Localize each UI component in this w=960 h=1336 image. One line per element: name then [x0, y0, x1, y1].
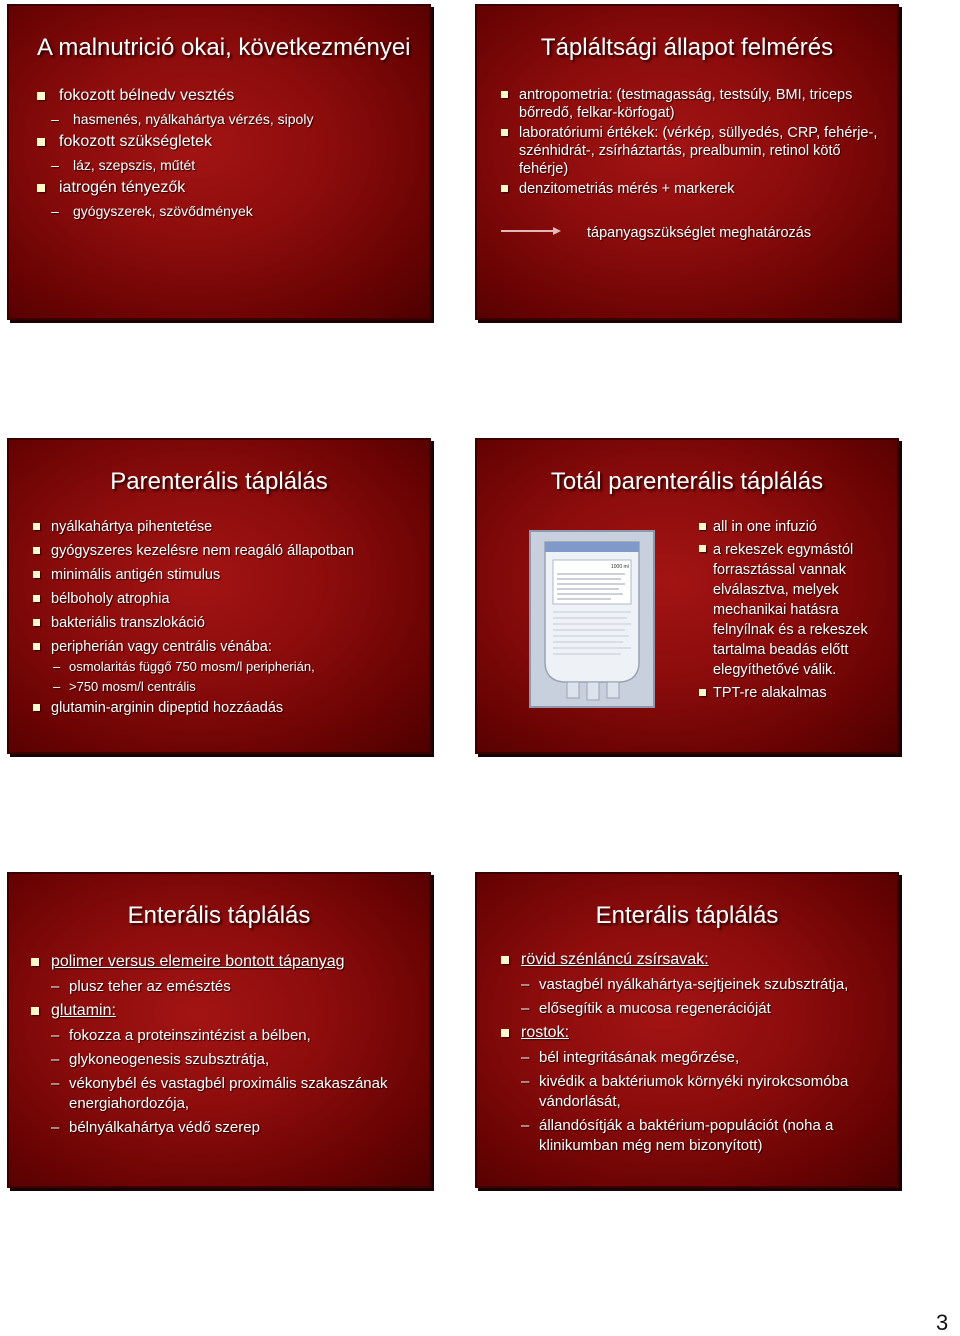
- square-bullet-icon: [699, 545, 706, 552]
- slide-body: [501, 950, 887, 1160]
- sub-bullet-item: – bél integritásának megőrzése,: [521, 1049, 740, 1066]
- square-bullet-icon: [501, 91, 508, 98]
- dash-bullet-icon: –: [51, 1119, 60, 1136]
- slide-body: [501, 86, 887, 200]
- square-bullet-icon: [31, 958, 39, 966]
- bullet-item: a rekeszek egymástól forrasztással vannak elválasztva, melyek mechanikai hatásra felnyílnak és a rekeszek tartalma beadás előtt elegyíthetővé válik.: [699, 540, 887, 680]
- bullet-item: all in one infuzió: [699, 518, 887, 536]
- slide-parenteral: [7, 438, 431, 754]
- slide-body: [33, 86, 419, 224]
- square-bullet-icon: [33, 523, 40, 530]
- bag-label: 1000 ml: [611, 564, 629, 570]
- square-bullet-icon: [501, 185, 508, 192]
- sub-bullet-item: – glykoneogenesis szubsztrátja,: [51, 1051, 270, 1068]
- slide-title: Parenterális táplálás: [110, 468, 328, 495]
- sub-bullet-item: – elősegítik a mucosa regenerációját: [521, 1000, 771, 1017]
- slide-body: [31, 952, 419, 1142]
- slide-enteral-1: [7, 872, 431, 1188]
- bullet-item: polimer versus elemeire bontott tápanyag: [31, 952, 419, 972]
- slide-title: Enterális táplálás: [595, 902, 779, 929]
- bullet-item: gyógyszeres kezelésre nem reagáló állapotban: [33, 542, 419, 560]
- bullet-item: peripherián vagy centrális vénába:: [33, 638, 419, 656]
- square-bullet-icon: [501, 1029, 509, 1037]
- dash-bullet-icon: –: [521, 1000, 530, 1017]
- square-bullet-icon: [37, 138, 45, 146]
- slide-body: [33, 518, 419, 719]
- square-bullet-icon: [33, 704, 40, 711]
- sub-bullet-item: – plusz teher az emésztés: [51, 978, 231, 995]
- square-bullet-icon: [31, 1007, 39, 1015]
- dash-bullet-icon: –: [521, 976, 530, 993]
- square-bullet-icon: [501, 956, 509, 964]
- bullet-item: iatrogén tényezők: [33, 178, 419, 198]
- slide-title: A malnutrició okai, következményei: [37, 34, 411, 61]
- square-bullet-icon: [699, 523, 706, 530]
- bullet-item: glutamin-arginin dipeptid hozzáadás: [33, 699, 419, 717]
- sub-bullet-item: – bélnyálkahártya védő szerep: [51, 1119, 260, 1136]
- bullet-item: fokozott szükségletek: [33, 132, 419, 152]
- sub-bullet-item: – hasmenés, nyálkahártya vérzés, sipoly: [51, 111, 314, 127]
- bullet-item: laboratóriumi értékek: (vérkép, süllyedés, CRP, fehérje-, szénhidrát-, zsírháztartás, prealbumin, retinol kötő fehérje): [501, 124, 887, 178]
- square-bullet-icon: [699, 689, 706, 696]
- dash-bullet-icon: –: [51, 203, 59, 219]
- bullet-item: bakteriális transzlokáció: [33, 614, 419, 632]
- square-bullet-icon: [33, 619, 40, 626]
- slide-title: Tápláltsági állapot felmérés: [540, 34, 834, 61]
- sub-bullet-item: – vastagbél nyálkahártya-sejtjeinek szubsztrátja,: [521, 976, 849, 993]
- dash-bullet-icon: –: [51, 978, 60, 995]
- slide-total-parenteral: [475, 438, 899, 754]
- dash-bullet-icon: –: [51, 1051, 60, 1068]
- bullet-item: TPT-re alakalmas: [699, 684, 887, 702]
- sub-bullet-item: – >750 mosm/l centrális: [53, 679, 196, 694]
- dash-bullet-icon: –: [521, 1049, 530, 1066]
- dash-bullet-icon: –: [53, 659, 61, 674]
- slide-title: Totál parenterális táplálás: [550, 468, 824, 495]
- square-bullet-icon: [37, 184, 45, 192]
- slide-enteral-2: [475, 872, 899, 1188]
- sub-bullet-item: – kivédik a baktériumok környéki nyirokcsomóba vándorlását,: [521, 1073, 849, 1110]
- sub-bullet-item: – láz, szepszis, műtét: [51, 157, 196, 173]
- square-bullet-icon: [33, 643, 40, 650]
- infusion-bag-icon: [531, 532, 653, 706]
- slide-title: Enterális táplálás: [127, 902, 311, 929]
- square-bullet-icon: [37, 92, 45, 100]
- bullet-item: rostok:: [501, 1023, 887, 1043]
- square-bullet-icon: [33, 571, 40, 578]
- square-bullet-icon: [501, 129, 508, 136]
- bullet-item: fokozott bélnedv vesztés: [33, 86, 419, 106]
- dash-bullet-icon: –: [53, 679, 61, 694]
- infusion-bag-image: [529, 530, 655, 708]
- dash-bullet-icon: –: [51, 1027, 60, 1044]
- page-number: 3: [936, 1310, 949, 1335]
- bullet-item: rövid szénláncú zsírsavak:: [501, 950, 887, 970]
- square-bullet-icon: [33, 595, 40, 602]
- bullet-item: glutamin:: [31, 1001, 419, 1021]
- slide-nutrition-assessment: [475, 4, 899, 320]
- bullet-item: nyálkahártya pihentetése: [33, 518, 419, 536]
- dash-bullet-icon: –: [521, 1117, 530, 1134]
- arrow-icon: [501, 230, 553, 232]
- arrow-result-text: tápanyagszükséglet meghatározás: [587, 225, 812, 241]
- dash-bullet-icon: –: [51, 157, 59, 173]
- bullet-item: bélboholy atrophia: [33, 590, 419, 608]
- sub-bullet-item: – állandósítják a baktérium-populációt (noha a klinikumban még nem bizonyított): [521, 1117, 834, 1154]
- dash-bullet-icon: –: [51, 1075, 60, 1092]
- square-bullet-icon: [33, 547, 40, 554]
- bullet-item: denzitometriás mérés + markerek: [501, 180, 887, 198]
- sub-bullet-item: – fokozza a proteinszintézist a bélben,: [51, 1027, 311, 1044]
- slide-malnutrition: [7, 4, 431, 320]
- bullet-item: minimális antigén stimulus: [33, 566, 419, 584]
- sub-bullet-item: – gyógyszerek, szövődmények: [51, 203, 253, 219]
- dash-bullet-icon: –: [51, 111, 59, 127]
- slide-body: [699, 518, 887, 704]
- dash-bullet-icon: –: [521, 1073, 530, 1090]
- sub-bullet-item: – vékonybél és vastagbél proximális szakaszának energiahordozója,: [51, 1075, 388, 1112]
- bullet-item: antropometria: (testmagasság, testsúly, BMI, triceps bőrredő, felkar-körfogat): [501, 86, 887, 122]
- sub-bullet-item: – osmolaritás függő 750 mosm/l peripherián,: [53, 659, 315, 674]
